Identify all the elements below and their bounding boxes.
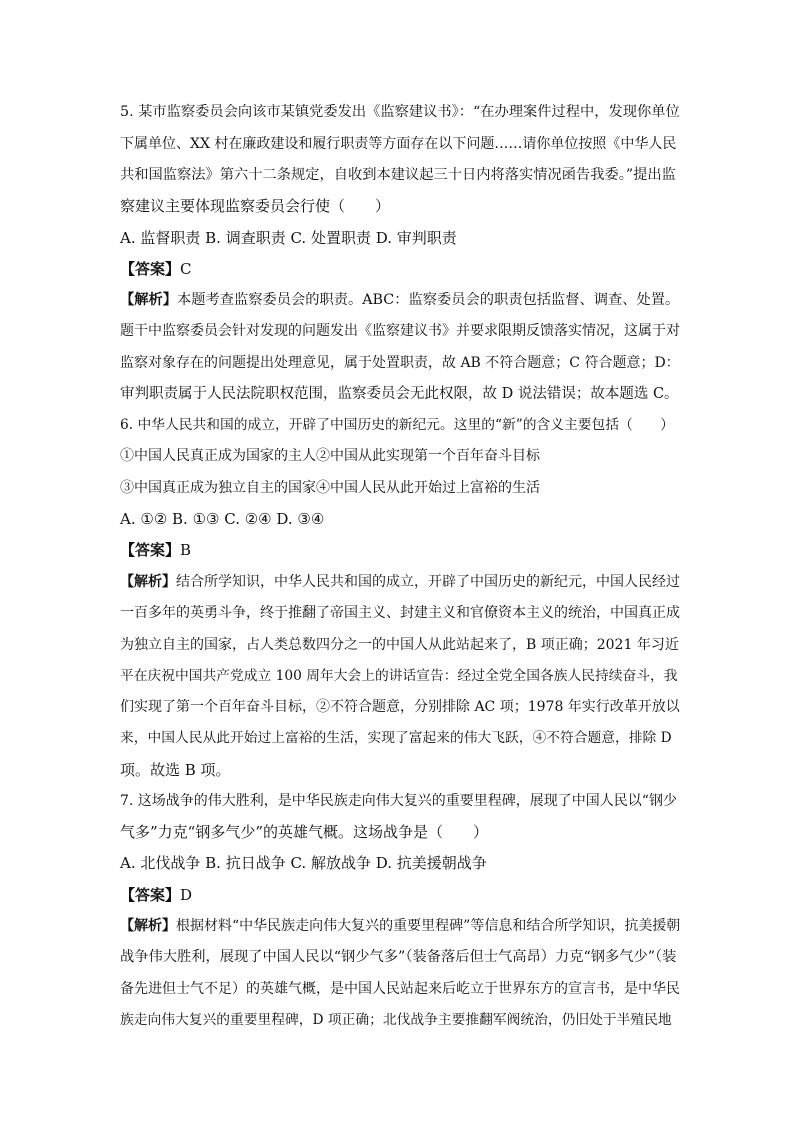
q7-answer bbox=[120, 885, 680, 905]
q6-analysis-line-5: 们实现了第一个百年奋斗目标，②不符合题意，分别排除 AC 项；1978 年实行改革开放以 bbox=[120, 699, 680, 715]
answer-value: B bbox=[180, 541, 192, 559]
q5-answer bbox=[120, 259, 680, 279]
q7-stem-line-2: 气多”力克“钢多气少”的英雄气概。这场战争是（ ） bbox=[120, 823, 489, 841]
q6-options: A. ①② B. ①③ C. ②④ D. ③④ bbox=[120, 510, 325, 528]
q5-analysis-line-1 bbox=[120, 290, 680, 310]
answer-tag: 【答案】 bbox=[120, 886, 181, 904]
analysis-tag: 【解析】 bbox=[120, 918, 176, 934]
q5-options: A. 监督职责 B. 调查职责 C. 处置职责 D. 审判职责 bbox=[120, 229, 457, 247]
q6-analysis-line-1 bbox=[120, 572, 680, 592]
answer-value: D bbox=[180, 886, 193, 904]
q6-analysis-line-3: 为独立自主的国家，占人类总数四分之一的中国人从此站起来了，B 项正确；2021 年习近 bbox=[120, 637, 679, 653]
q6-analysis-line-4: 平在庆祝中国共产党成立 100 周年大会上的讲话宣告：经过全党全国各族人民持续奋斗，我 bbox=[120, 668, 678, 684]
q7-options: A. 北伐战争 B. 抗日战争 C. 解放战争 D. 抗美援朝战争 bbox=[120, 854, 487, 872]
q6-stem-line-2: ①中国人民真正成为国家的主人②中国从此实现第一个百年奋斗目标 bbox=[120, 448, 540, 464]
q5-analysis-line-4: 审判职责属于人民法院职权范围，监察委员会无此权限，故 D 说法错误；故本题选 C。 bbox=[120, 386, 679, 402]
analysis-tag: 【解析】 bbox=[120, 292, 178, 308]
q6-answer bbox=[120, 540, 680, 560]
q6-analysis-line-7: 项。故选 B 项。 bbox=[120, 761, 231, 779]
q7-analysis-line-4: 族走向伟大复兴的重要里程碑，D 项正确；北伐战争主要推翻军阀统治，仍旧处于半殖民地 bbox=[120, 1012, 672, 1028]
analysis-text: 根据材料“中华民族走向伟大复兴的重要里程碑”等信息和结合所学知识，抗美援朝 bbox=[176, 918, 681, 934]
q7-analysis-line-2: 战争伟大胜利，展现了中国人民以“钢少气多”（装备落后但士气高昂）力克“钢多气少”（装 bbox=[120, 949, 677, 965]
q6-stem-line-1: 6. 中华人民共和国的成立，开辟了中国历史的新纪元。这里的“新”的含义主要包括（ ） bbox=[120, 417, 675, 433]
q5-stem-line-1: 5. 某市监察委员会向该市某镇党委发出《监察建议书》：“在办理案件过程中，发现你单位 bbox=[120, 104, 680, 120]
q5-stem-line-4: 察建议主要体现监察委员会行使（ ） bbox=[120, 197, 391, 215]
answer-value: C bbox=[180, 260, 192, 278]
analysis-tag: 【解析】 bbox=[120, 574, 176, 590]
q6-analysis-line-2: 一百多年的英勇斗争，终于推翻了帝国主义、封建主义和官僚资本主义的统治，中国真正成 bbox=[120, 605, 680, 621]
q7-analysis-line-1 bbox=[120, 916, 680, 936]
q7-analysis-line-3: 备先进但士气不足）的英雄气概，是中国人民站起来后屹立于世界东方的宣言书，是中华民 bbox=[120, 981, 680, 997]
q6-analysis-line-6: 来，中国人民从此开始过上富裕的生活，实现了富起来的伟大飞跃，④不符合题意，排除 D bbox=[120, 730, 672, 746]
analysis-text: 本题考查监察委员会的职责。ABC：监察委员会的职责包括监督、调查、处置。 bbox=[177, 292, 680, 308]
answer-tag: 【答案】 bbox=[120, 541, 181, 559]
q5-stem-line-2: 下属单位、XX 村在廉政建设和履行职责等方面存在以下问题……请你单位按照《中华人民 bbox=[120, 136, 677, 152]
q6-stem-line-3: ③中国真正成为独立自主的国家④中国人民从此开始过上富裕的生活 bbox=[120, 480, 540, 496]
q5-analysis-line-3: 监察对象存在的问题提出处理意见，属于处置职责，故 AB 不符合题意；C 符合题意；D： bbox=[120, 355, 680, 371]
q7-stem-line-1: 7. 这场战争的伟大胜利，是中华民族走向伟大复兴的重要里程碑，展现了中国人民以“钢少 bbox=[120, 793, 677, 809]
q5-analysis-line-2: 题干中监察委员会针对发现的问题发出《监察建议书》并要求限期反馈落实情况，这属于对 bbox=[120, 323, 680, 339]
answer-tag: 【答案】 bbox=[120, 260, 181, 278]
q5-stem-line-3: 共和国监察法》第六十二条规定，自收到本建议起三十日内将落实情况函告我委。”提出监 bbox=[120, 167, 676, 183]
analysis-text: 结合所学知识，中华人民共和国的成立，开辟了中国历史的新纪元，中国人民经过 bbox=[176, 574, 680, 590]
